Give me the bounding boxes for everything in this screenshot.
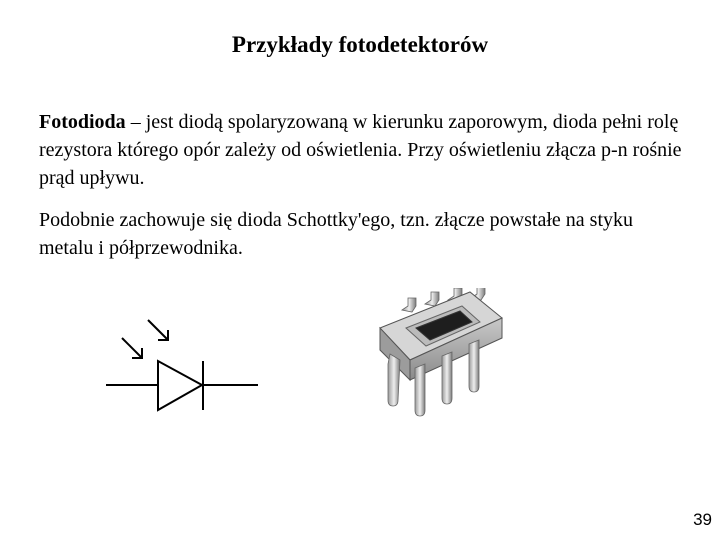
photodiode-chip-icon — [370, 288, 510, 448]
paragraph-schottky: Podobnie zachowuje się dioda Schottky'ego, tzn. złącze powstałe na styku metalu i półprzewodnika. — [39, 209, 633, 259]
photodiode-symbol-icon — [100, 308, 270, 428]
paragraph-photodiode-text: – jest diodą spolaryzowaną w kierunku zaporowym, dioda pełni rolę rezystora którego opór zależy od oświetlenia. Przy oświetleniu złącza p-n rośnie prąd upływu. — [39, 111, 682, 189]
term-photodiode: Fotodioda — [39, 111, 126, 133]
page-number: 39 — [693, 510, 712, 529]
paragraph-photodiode — [39, 108, 689, 192]
slide-title: Przykłady fotodetektorów — [231, 32, 489, 57]
